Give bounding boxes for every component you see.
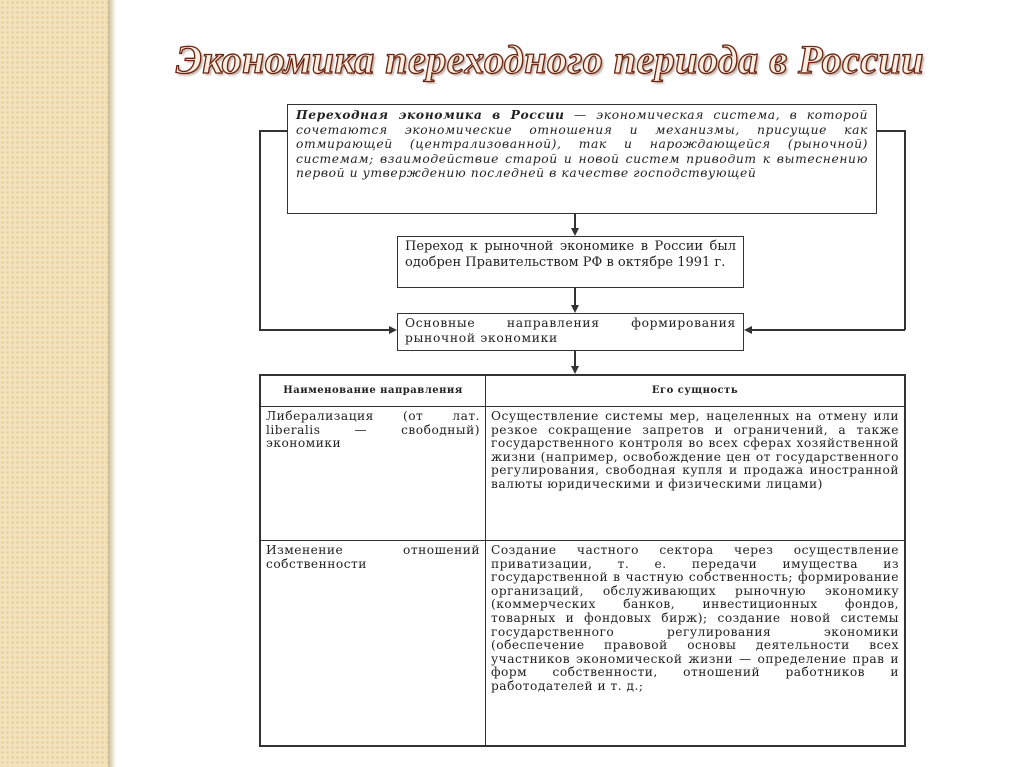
connector-line [904, 130, 906, 330]
direction-essence: Создание частного сектора через осуществление приватизации, т. е. передачи имущества из государственной в частную собственность; формирование организаций, обслуживающих рыночную экономику (коммерческих банков, инвестиционных фондов, товарных и фондовых бирж); создание новой системы государственного регулирования экономики (обеспечение правовой основы деятельности всех участников экономической жизни — определение прав и форм собственности, отношений работников и работодателей и т. д.; [486, 541, 906, 747]
connector-line [259, 130, 287, 132]
slide-title: Экономика переходного периода в России [175, 37, 925, 82]
arrow-down-icon [571, 228, 579, 236]
approval-box: Переход к рыночной экономике в России был одобрен Правительством РФ в октябре 1991 г. [397, 236, 744, 288]
column-header: Его сущность [486, 375, 906, 407]
direction-name: Изменение отношений собственности [260, 541, 486, 747]
connector-line [574, 288, 576, 306]
connector-line [877, 130, 905, 132]
connector-line [752, 329, 905, 331]
connector-line [259, 329, 390, 331]
table-row [260, 541, 905, 747]
definition-term: Переходная экономика в России [296, 107, 565, 122]
connector-line [259, 130, 261, 330]
table-header-row [260, 375, 905, 407]
column-header: Наименование направления [260, 375, 486, 407]
table-row [260, 407, 905, 541]
arrow-down-icon [571, 305, 579, 313]
connector-line [574, 351, 576, 367]
strip-shadow [108, 0, 116, 767]
arrow-down-icon [571, 366, 579, 374]
arrow-left-icon [744, 326, 752, 334]
direction-essence: Осуществление системы мер, нацеленных на отмену или резкое сокращение запретов и ограничений, а также государственного контроля во всех сферах хозяйственной жизни (например, освобождение цен от государственного регулирования, свободная купля и продажа иностранной валюты юридическими и физическими лицами) [486, 407, 906, 541]
direction-name: Либерализация (от лат. liberalis — свободный) экономики [260, 407, 486, 541]
directions-table [259, 374, 906, 747]
connector-line [574, 214, 576, 229]
definition-text: — экономическая система, в которой сочетаются экономические отношения и механизмы, присущие как отмирающей (централизованной), так и нарождающейся (рыночной) системам; взаимодействие старой и новой систем приводит к вытеснению первой и утверждению последней в качестве господствующей [296, 108, 869, 181]
directions-box: Основные направления формирования рыночной экономики [397, 313, 744, 351]
arrow-right-icon [389, 326, 397, 334]
definition-box [287, 104, 877, 214]
decorative-pattern-strip [0, 0, 108, 767]
